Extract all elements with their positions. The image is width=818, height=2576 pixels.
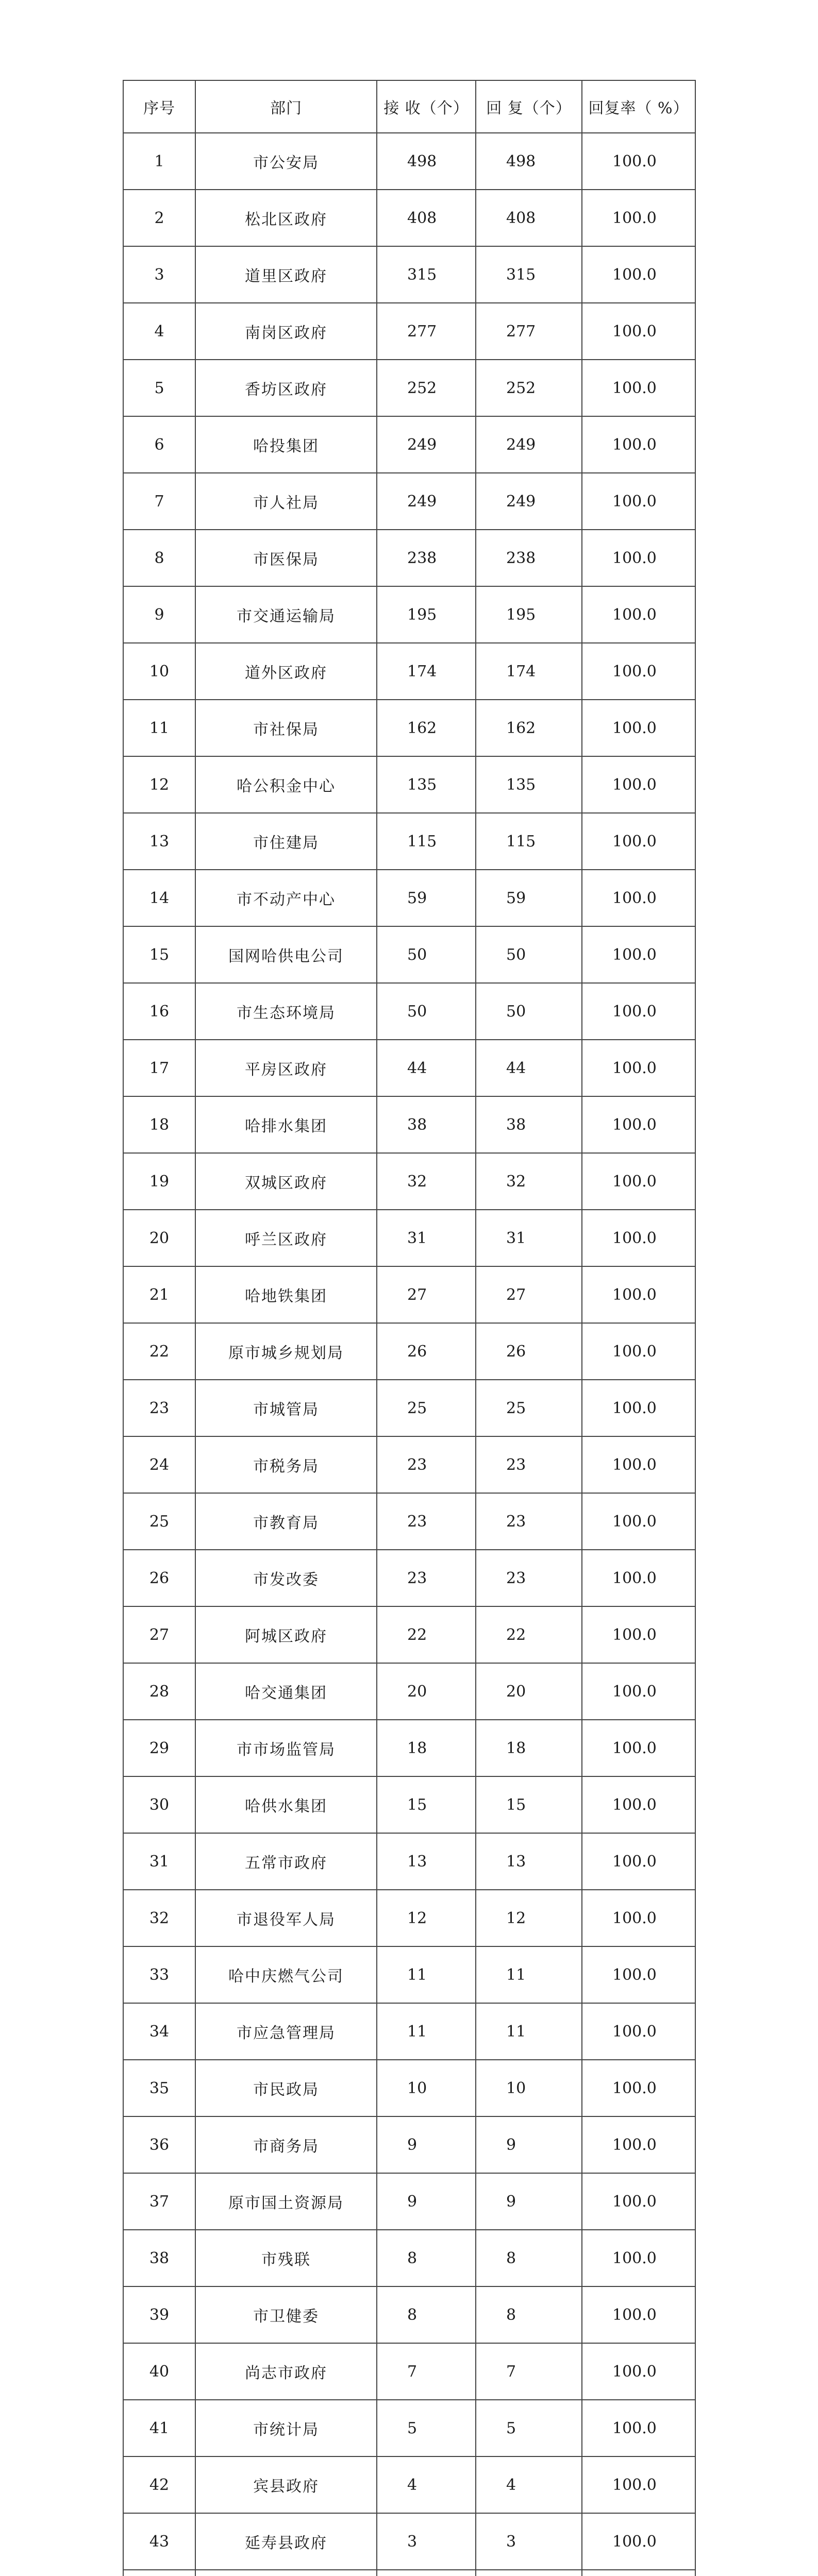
row-replied: 12 [476, 1890, 582, 1946]
row-department: 市人社局 [195, 473, 377, 530]
header-replied: 回 复（个） [476, 80, 582, 133]
row-department: 市统计局 [195, 2400, 377, 2456]
row-rate: 100.0 [582, 870, 695, 926]
table-row [123, 246, 695, 303]
table-row [123, 2343, 695, 2400]
row-department: 市生态环境局 [195, 983, 377, 1040]
row-department: 市交通运输局 [195, 586, 377, 643]
row-rate: 100.0 [582, 2060, 695, 2116]
row-department: 哈公积金中心 [195, 756, 377, 813]
row-replied: 27 [476, 1266, 582, 1323]
row-department: 延寿县政府 [195, 2513, 377, 2570]
row-rate: 100.0 [582, 1550, 695, 1606]
row-replied: 8 [476, 2230, 582, 2286]
row-index: 36 [123, 2116, 195, 2173]
row-index: 37 [123, 2173, 195, 2230]
row-index: 19 [123, 1153, 195, 1210]
table-row [123, 756, 695, 813]
row-replied: 252 [476, 360, 582, 416]
row-index: 16 [123, 983, 195, 1040]
table-row [123, 2286, 695, 2343]
row-received: 26 [377, 1323, 476, 1380]
row-received: 23 [377, 1493, 476, 1550]
row-rate: 100.0 [582, 1096, 695, 1153]
row-department: 市税务局 [195, 1436, 377, 1493]
row-department: 香坊区政府 [195, 360, 377, 416]
row-department: 哈地铁集团 [195, 1266, 377, 1323]
row-index: 10 [123, 643, 195, 700]
row-replied: 59 [476, 870, 582, 926]
row-replied: 195 [476, 586, 582, 643]
row-received: 50 [377, 926, 476, 983]
row-received: 9 [377, 2173, 476, 2230]
row-department: 市民政局 [195, 2060, 377, 2116]
row-rate: 100.0 [582, 2173, 695, 2230]
row-received: 25 [377, 1380, 476, 1436]
row-replied: 22 [476, 1606, 582, 1663]
row-rate: 100.0 [582, 303, 695, 360]
row-department: 市住建局 [195, 813, 377, 870]
row-rate: 100.0 [582, 2116, 695, 2173]
row-received: 13 [377, 1833, 476, 1890]
row-rate: 100.0 [582, 1040, 695, 1096]
row-received: 9 [377, 2116, 476, 2173]
table-row [123, 870, 695, 926]
row-department: 原市城乡规划局 [195, 1323, 377, 1380]
row-department: 市市场监管局 [195, 1720, 377, 1776]
table-row [123, 1890, 695, 1946]
reply-rate-table [123, 80, 696, 2576]
row-department: 五常市政府 [195, 1833, 377, 1890]
row-department: 松北区政府 [195, 190, 377, 246]
row-rate: 100.0 [582, 2400, 695, 2456]
row-received: 23 [377, 1436, 476, 1493]
row-replied [476, 2570, 582, 2576]
row-received: 32 [377, 1153, 476, 1210]
row-rate: 100.0 [582, 2343, 695, 2400]
row-rate: 100.0 [582, 756, 695, 813]
table-row [123, 1266, 695, 1323]
row-index: 38 [123, 2230, 195, 2286]
row-rate: 100.0 [582, 1890, 695, 1946]
table-row [123, 2570, 695, 2576]
row-replied: 26 [476, 1323, 582, 1380]
row-replied: 7 [476, 2343, 582, 2400]
row-rate: 100.0 [582, 1493, 695, 1550]
row-replied: 4 [476, 2456, 582, 2513]
row-department: 市退役军人局 [195, 1890, 377, 1946]
table-row [123, 2456, 695, 2513]
row-received: 252 [377, 360, 476, 416]
row-rate: 100.0 [582, 983, 695, 1040]
table-row [123, 2116, 695, 2173]
row-replied: 18 [476, 1720, 582, 1776]
row-replied: 44 [476, 1040, 582, 1096]
row-replied: 20 [476, 1663, 582, 1720]
row-replied: 31 [476, 1210, 582, 1266]
row-replied: 249 [476, 473, 582, 530]
row-department: 市不动产中心 [195, 870, 377, 926]
row-replied: 162 [476, 700, 582, 756]
row-rate: 100.0 [582, 926, 695, 983]
row-received: 22 [377, 1606, 476, 1663]
row-rate: 100.0 [582, 2456, 695, 2513]
row-replied: 23 [476, 1550, 582, 1606]
table-row [123, 2173, 695, 2230]
row-department: 南岗区政府 [195, 303, 377, 360]
row-received: 11 [377, 2003, 476, 2060]
row-department: 道里区政府 [195, 246, 377, 303]
row-department: 市城管局 [195, 1380, 377, 1436]
row-department: 哈排水集团 [195, 1096, 377, 1153]
row-received: 31 [377, 1210, 476, 1266]
header-index: 序号 [123, 80, 195, 133]
row-received: 23 [377, 1550, 476, 1606]
row-department: 市医保局 [195, 530, 377, 586]
row-received: 408 [377, 190, 476, 246]
table-row [123, 190, 695, 246]
row-rate: 100.0 [582, 530, 695, 586]
header-department: 部门 [195, 80, 377, 133]
row-rate: 100.0 [582, 1833, 695, 1890]
report-sheet [123, 80, 695, 2576]
row-index: 14 [123, 870, 195, 926]
row-rate: 100.0 [582, 700, 695, 756]
row-replied: 115 [476, 813, 582, 870]
row-replied: 15 [476, 1776, 582, 1833]
row-rate: 100.0 [582, 2513, 695, 2570]
row-department: 平房区政府 [195, 1040, 377, 1096]
row-rate: 100.0 [582, 1776, 695, 1833]
row-index: 24 [123, 1436, 195, 1493]
row-rate: 100.0 [582, 473, 695, 530]
row-received: 44 [377, 1040, 476, 1096]
row-department: 双城区政府 [195, 1153, 377, 1210]
table-row [123, 1210, 695, 1266]
row-department: 市应急管理局 [195, 2003, 377, 2060]
table-row [123, 1776, 695, 1833]
table-row [123, 1153, 695, 1210]
row-index: 13 [123, 813, 195, 870]
row-received: 20 [377, 1663, 476, 1720]
row-received: 115 [377, 813, 476, 870]
row-index: 18 [123, 1096, 195, 1153]
row-received: 27 [377, 1266, 476, 1323]
table-row [123, 1663, 695, 1720]
table-row [123, 926, 695, 983]
table-row [123, 2003, 695, 2060]
row-index: 33 [123, 1946, 195, 2003]
row-received: 238 [377, 530, 476, 586]
row-received: 5 [377, 2400, 476, 2456]
row-received: 249 [377, 473, 476, 530]
row-department: 呼兰区政府 [195, 1210, 377, 1266]
row-replied: 9 [476, 2116, 582, 2173]
row-replied: 135 [476, 756, 582, 813]
row-index: 41 [123, 2400, 195, 2456]
table-row [123, 643, 695, 700]
row-rate: 100.0 [582, 1266, 695, 1323]
table-row [123, 1436, 695, 1493]
row-replied: 498 [476, 133, 582, 190]
header-rate: 回复率（ %） [582, 80, 695, 133]
row-index: 25 [123, 1493, 195, 1550]
row-index: 9 [123, 586, 195, 643]
row-replied: 32 [476, 1153, 582, 1210]
table-row [123, 2400, 695, 2456]
table-row [123, 416, 695, 473]
header-row [123, 80, 695, 133]
row-replied: 50 [476, 926, 582, 983]
table-row [123, 133, 695, 190]
row-department: 市商务局 [195, 2116, 377, 2173]
row-received: 3 [377, 2513, 476, 2570]
table-row [123, 530, 695, 586]
row-index: 34 [123, 2003, 195, 2060]
row-rate: 100.0 [582, 1153, 695, 1210]
row-department: 哈中庆燃气公司 [195, 1946, 377, 2003]
row-index: 4 [123, 303, 195, 360]
row-rate: 100.0 [582, 586, 695, 643]
row-rate: 100.0 [582, 813, 695, 870]
row-index: 21 [123, 1266, 195, 1323]
row-department: 哈供水集团 [195, 1776, 377, 1833]
row-department: 市发改委 [195, 1550, 377, 1606]
row-rate: 100.0 [582, 1436, 695, 1493]
row-rate: 100.0 [582, 133, 695, 190]
row-rate [582, 2570, 695, 2576]
row-received [377, 2570, 476, 2576]
row-index: 2 [123, 190, 195, 246]
row-received: 59 [377, 870, 476, 926]
row-replied: 408 [476, 190, 582, 246]
row-index: 26 [123, 1550, 195, 1606]
table-row [123, 1606, 695, 1663]
row-replied: 23 [476, 1436, 582, 1493]
row-received: 18 [377, 1720, 476, 1776]
row-rate: 100.0 [582, 416, 695, 473]
table-row [123, 1323, 695, 1380]
row-department: 哈交通集团 [195, 1663, 377, 1720]
row-received: 498 [377, 133, 476, 190]
row-rate: 100.0 [582, 1663, 695, 1720]
row-received: 11 [377, 1946, 476, 2003]
row-received: 8 [377, 2230, 476, 2286]
row-rate: 100.0 [582, 1720, 695, 1776]
row-received: 277 [377, 303, 476, 360]
row-rate: 100.0 [582, 190, 695, 246]
row-index: 15 [123, 926, 195, 983]
row-index: 7 [123, 473, 195, 530]
row-replied: 38 [476, 1096, 582, 1153]
row-index: 6 [123, 416, 195, 473]
table-row [123, 1380, 695, 1436]
row-replied: 5 [476, 2400, 582, 2456]
table-row [123, 2060, 695, 2116]
row-replied: 11 [476, 1946, 582, 2003]
row-rate: 100.0 [582, 1323, 695, 1380]
row-replied: 3 [476, 2513, 582, 2570]
row-replied: 13 [476, 1833, 582, 1890]
row-rate: 100.0 [582, 2286, 695, 2343]
row-received: 315 [377, 246, 476, 303]
row-department: 原市国土资源局 [195, 2173, 377, 2230]
row-received: 4 [377, 2456, 476, 2513]
row-replied: 315 [476, 246, 582, 303]
row-department: 市社保局 [195, 700, 377, 756]
row-index: 20 [123, 1210, 195, 1266]
table-row [123, 1550, 695, 1606]
row-index: 40 [123, 2343, 195, 2400]
row-rate: 100.0 [582, 1606, 695, 1663]
row-index: 5 [123, 360, 195, 416]
row-replied: 8 [476, 2286, 582, 2343]
table-row [123, 2230, 695, 2286]
row-received: 7 [377, 2343, 476, 2400]
row-index: 30 [123, 1776, 195, 1833]
table-row [123, 1493, 695, 1550]
row-department: 哈投集团 [195, 416, 377, 473]
table-row [123, 700, 695, 756]
row-replied: 11 [476, 2003, 582, 2060]
row-department: 市残联 [195, 2230, 377, 2286]
row-received: 12 [377, 1890, 476, 1946]
row-index: 29 [123, 1720, 195, 1776]
row-index: 22 [123, 1323, 195, 1380]
table-row [123, 813, 695, 870]
row-index: 17 [123, 1040, 195, 1096]
row-index: 42 [123, 2456, 195, 2513]
row-replied: 23 [476, 1493, 582, 1550]
table-row [123, 1833, 695, 1890]
row-received: 8 [377, 2286, 476, 2343]
row-index: 3 [123, 246, 195, 303]
row-received: 162 [377, 700, 476, 756]
row-index: 31 [123, 1833, 195, 1890]
header-received: 接 收（个） [377, 80, 476, 133]
row-rate: 100.0 [582, 360, 695, 416]
row-department [195, 2570, 377, 2576]
row-replied: 10 [476, 2060, 582, 2116]
table-row [123, 360, 695, 416]
table-row [123, 586, 695, 643]
table-row [123, 1946, 695, 2003]
table-header [123, 80, 695, 133]
row-replied: 9 [476, 2173, 582, 2230]
row-received: 38 [377, 1096, 476, 1153]
row-index [123, 2570, 195, 2576]
row-received: 249 [377, 416, 476, 473]
table-row [123, 1096, 695, 1153]
row-index: 1 [123, 133, 195, 190]
table-row [123, 1720, 695, 1776]
row-rate: 100.0 [582, 1380, 695, 1436]
row-index: 35 [123, 2060, 195, 2116]
table-row [123, 303, 695, 360]
row-index: 8 [123, 530, 195, 586]
row-received: 15 [377, 1776, 476, 1833]
row-index: 28 [123, 1663, 195, 1720]
table-row [123, 1040, 695, 1096]
row-index: 43 [123, 2513, 195, 2570]
row-department: 尚志市政府 [195, 2343, 377, 2400]
row-received: 50 [377, 983, 476, 1040]
row-department: 道外区政府 [195, 643, 377, 700]
row-rate: 100.0 [582, 1946, 695, 2003]
row-department: 市公安局 [195, 133, 377, 190]
row-received: 174 [377, 643, 476, 700]
row-rate: 100.0 [582, 2003, 695, 2060]
row-department: 国网哈供电公司 [195, 926, 377, 983]
row-received: 10 [377, 2060, 476, 2116]
row-index: 23 [123, 1380, 195, 1436]
row-index: 11 [123, 700, 195, 756]
row-replied: 25 [476, 1380, 582, 1436]
row-replied: 50 [476, 983, 582, 1040]
row-department: 宾县政府 [195, 2456, 377, 2513]
table-row [123, 2513, 695, 2570]
row-received: 195 [377, 586, 476, 643]
table-row [123, 473, 695, 530]
table-body [123, 133, 695, 2576]
row-index: 12 [123, 756, 195, 813]
row-replied: 277 [476, 303, 582, 360]
row-rate: 100.0 [582, 2230, 695, 2286]
row-rate: 100.0 [582, 1210, 695, 1266]
row-replied: 249 [476, 416, 582, 473]
row-index: 32 [123, 1890, 195, 1946]
row-index: 39 [123, 2286, 195, 2343]
row-rate: 100.0 [582, 246, 695, 303]
row-rate: 100.0 [582, 643, 695, 700]
row-replied: 238 [476, 530, 582, 586]
row-department: 阿城区政府 [195, 1606, 377, 1663]
row-department: 市教育局 [195, 1493, 377, 1550]
row-replied: 174 [476, 643, 582, 700]
row-received: 135 [377, 756, 476, 813]
table-row [123, 983, 695, 1040]
row-index: 27 [123, 1606, 195, 1663]
row-department: 市卫健委 [195, 2286, 377, 2343]
